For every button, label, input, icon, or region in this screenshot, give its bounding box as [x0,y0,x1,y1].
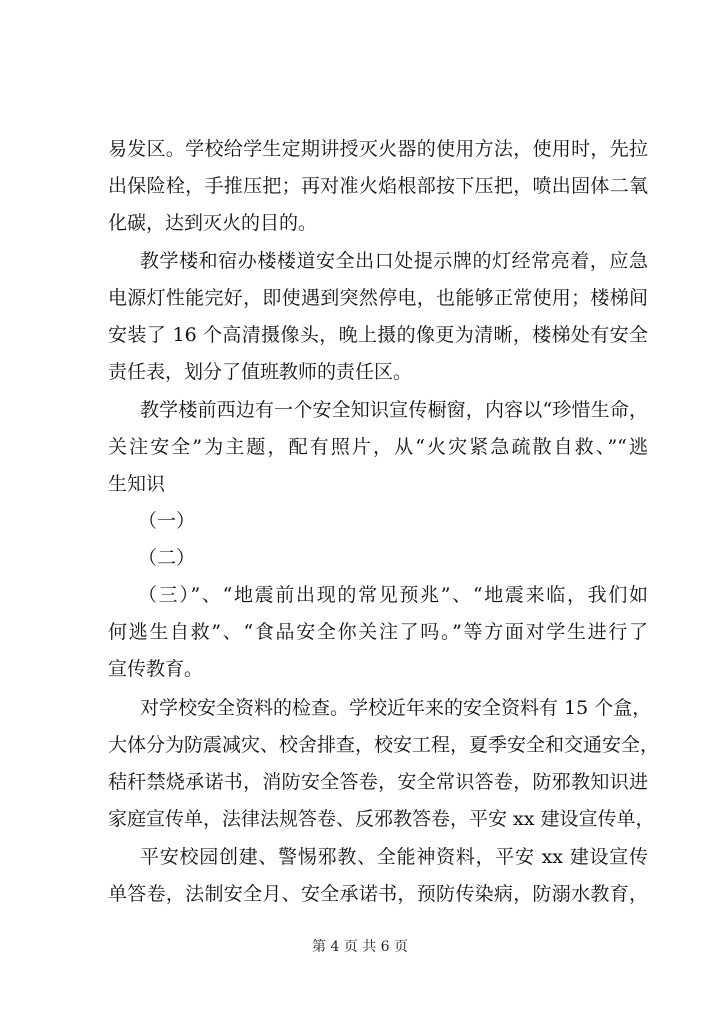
text-line: 电源灯性能完好，即使遇到突然停电，也能够正常使用；楼梯间 [108,287,648,309]
text-line: 教学楼前西边有一个安全知识宣传橱窗，内容以“珍惜生命， [140,399,648,421]
text-line: 单答卷，法制安全月、安全承诺书，预防传染病，防溺水教育， [108,883,648,905]
text-line: 责任表，划分了值班教师的责任区。 [108,361,413,383]
text-line: 对学校安全资料的检查。学校近年来的安全资料有 15 个盒， [140,697,652,719]
text-line: 家庭宣传单，法律法规答卷、反邪教答卷，平安 xx 建设宣传单， [108,808,655,830]
text-line: 安装了 16 个高清摄像头，晚上摄的像更为清晰，楼梯处有安全 [108,324,648,346]
page-number: 第 4 页 共 6 页 [311,939,409,955]
text-line: （二） [138,547,196,569]
text-line: 秸秆禁烧承诺书，消防安全答卷，安全常识答卷，防邪教知识进 [108,771,648,793]
text-line: （三）”、“地震前出现的常见预兆”、“地震来临，我们如 [138,584,648,606]
text-line: 关注安全”为主题，配有照片，从“火灾紧急疏散自救、”“逃 [108,436,648,458]
text-line: 易发区。学校给学生定期讲授灭火器的使用方法，使用时，先拉 [108,138,648,160]
text-line: （一） [138,510,196,532]
text-line: 宣传教育。 [108,658,204,680]
text-line: 教学楼和宿办楼楼道安全出口处提示牌的灯经常亮着，应急 [140,250,648,272]
text-line: 出保险栓，手推压把；再对准火焰根部按下压把，喷出固体二氧 [108,175,648,197]
text-line: 大体分为防震减灾、校舍排查，校安工程，夏季安全和交通安全， [108,734,660,756]
text-line: 平安校园创建、警惕邪教、全能神资料，平安 xx 建设宣传 [140,846,648,868]
text-line: 化碳，达到灭火的目的。 [108,212,318,234]
text-line: 何逃生自救”、“食品安全你关注了吗。”等方面对学生进行了 [108,621,648,643]
text-line: 生知识 [108,473,166,495]
